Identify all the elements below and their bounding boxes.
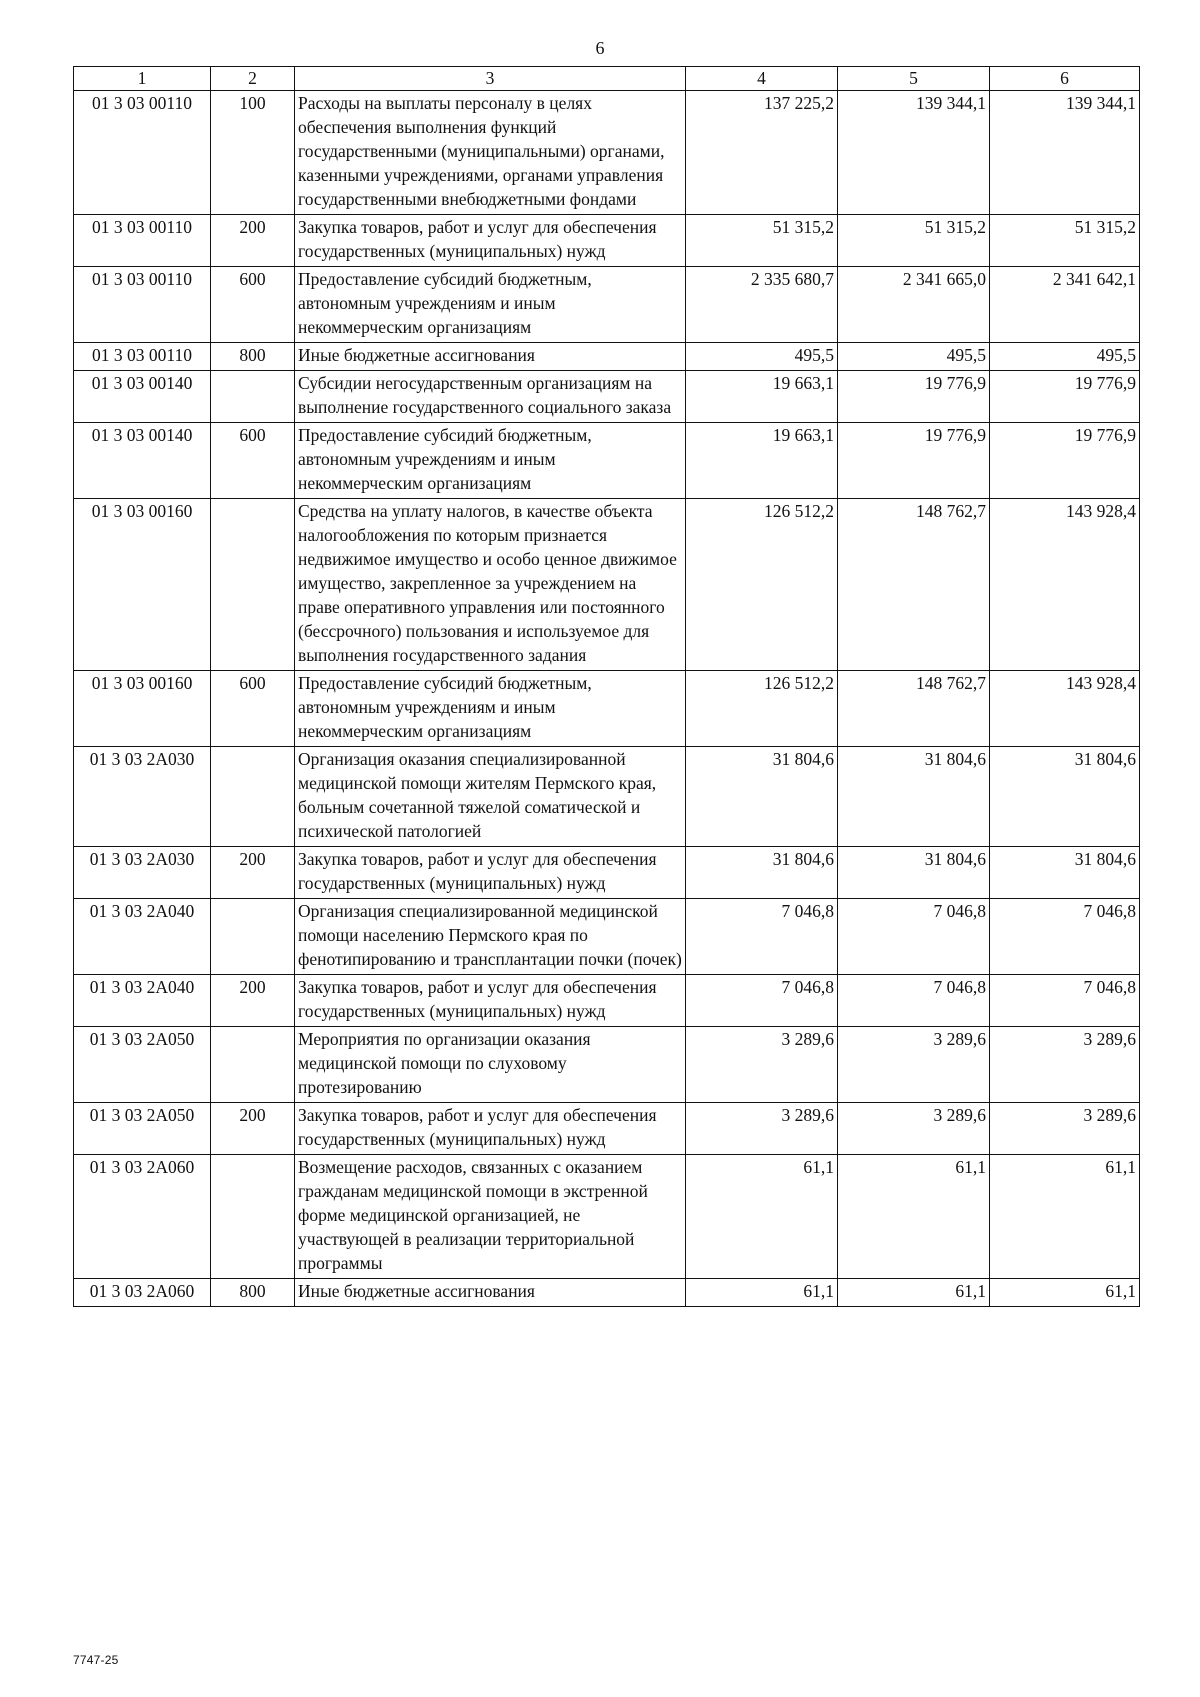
expense-type-cell: 600 [211, 267, 295, 343]
table-row [74, 747, 1140, 847]
amount-col-6-cell: 31 804,6 [990, 747, 1140, 847]
table-row [74, 1103, 1140, 1155]
expense-type-cell: 800 [211, 1279, 295, 1307]
amount-col-5-cell: 148 762,7 [838, 671, 990, 747]
description-cell: Возмещение расходов, связанных с оказанием гражданам медицинской помощи в экстренной форме медицинской организацией, не участвующей в реализации территориальной программы [295, 1155, 686, 1279]
amount-col-4-cell: 31 804,6 [686, 847, 838, 899]
description-cell: Субсидии негосударственным организациям на выполнение государственного социального заказа [295, 371, 686, 423]
amount-col-5-cell: 495,5 [838, 343, 990, 371]
target-code-cell: 01 3 03 00160 [74, 671, 211, 747]
table-row [74, 267, 1140, 343]
description-cell: Предоставление субсидий бюджетным, автономным учреждениям и иным некоммерческим организациям [295, 423, 686, 499]
table-row [74, 671, 1140, 747]
amount-col-5-cell: 61,1 [838, 1155, 990, 1279]
amount-col-5-cell: 19 776,9 [838, 423, 990, 499]
amount-col-6-cell: 143 928,4 [990, 499, 1140, 671]
amount-col-5-cell: 61,1 [838, 1279, 990, 1307]
target-code-cell: 01 3 03 2А040 [74, 975, 211, 1027]
amount-col-5-cell: 139 344,1 [838, 91, 990, 215]
expense-type-cell: 200 [211, 975, 295, 1027]
amount-col-4-cell: 19 663,1 [686, 423, 838, 499]
table-row [74, 1279, 1140, 1307]
column-header: 4 [686, 67, 838, 91]
expense-type-cell [211, 747, 295, 847]
amount-col-6-cell: 31 804,6 [990, 847, 1140, 899]
description-cell: Закупка товаров, работ и услуг для обеспечения государственных (муниципальных) нужд [295, 215, 686, 267]
expense-type-cell: 200 [211, 215, 295, 267]
table-row [74, 499, 1140, 671]
column-header: 2 [211, 67, 295, 91]
expense-type-cell: 800 [211, 343, 295, 371]
amount-col-6-cell: 139 344,1 [990, 91, 1140, 215]
amount-col-4-cell: 495,5 [686, 343, 838, 371]
table-body [74, 91, 1140, 1307]
table-row [74, 847, 1140, 899]
table-row [74, 91, 1140, 215]
table-row [74, 343, 1140, 371]
description-cell: Мероприятия по организации оказания медицинской помощи по слуховому протезированию [295, 1027, 686, 1103]
amount-col-5-cell: 148 762,7 [838, 499, 990, 671]
target-code-cell: 01 3 03 00110 [74, 267, 211, 343]
budget-table [73, 66, 1140, 1307]
amount-col-5-cell: 51 315,2 [838, 215, 990, 267]
page-number: 6 [595, 38, 605, 58]
target-code-cell: 01 3 03 00110 [74, 91, 211, 215]
amount-col-6-cell: 7 046,8 [990, 899, 1140, 975]
amount-col-6-cell: 143 928,4 [990, 671, 1140, 747]
amount-col-6-cell: 61,1 [990, 1155, 1140, 1279]
target-code-cell: 01 3 03 2А050 [74, 1103, 211, 1155]
amount-col-6-cell: 51 315,2 [990, 215, 1140, 267]
expense-type-cell [211, 899, 295, 975]
target-code-cell: 01 3 03 2А030 [74, 847, 211, 899]
expense-type-cell: 600 [211, 671, 295, 747]
amount-col-6-cell: 61,1 [990, 1279, 1140, 1307]
target-code-cell: 01 3 03 2А060 [74, 1279, 211, 1307]
amount-col-4-cell: 3 289,6 [686, 1103, 838, 1155]
amount-col-5-cell: 7 046,8 [838, 899, 990, 975]
amount-col-5-cell: 3 289,6 [838, 1103, 990, 1155]
expense-type-cell: 600 [211, 423, 295, 499]
amount-col-4-cell: 137 225,2 [686, 91, 838, 215]
target-code-cell: 01 3 03 2А040 [74, 899, 211, 975]
amount-col-4-cell: 19 663,1 [686, 371, 838, 423]
target-code-cell: 01 3 03 00110 [74, 343, 211, 371]
description-cell: Организация специализированной медицинской помощи населению Пермского края по фенотипированию и трансплантации почки (почек) [295, 899, 686, 975]
amount-col-6-cell: 19 776,9 [990, 371, 1140, 423]
table-row [74, 215, 1140, 267]
expense-type-cell: 200 [211, 847, 295, 899]
column-header: 5 [838, 67, 990, 91]
column-header: 6 [990, 67, 1140, 91]
description-cell: Закупка товаров, работ и услуг для обеспечения государственных (муниципальных) нужд [295, 1103, 686, 1155]
amount-col-5-cell: 19 776,9 [838, 371, 990, 423]
target-code-cell: 01 3 03 2А030 [74, 747, 211, 847]
expense-type-cell [211, 371, 295, 423]
amount-col-4-cell: 3 289,6 [686, 1027, 838, 1103]
amount-col-4-cell: 2 335 680,7 [686, 267, 838, 343]
amount-col-5-cell: 2 341 665,0 [838, 267, 990, 343]
amount-col-4-cell: 7 046,8 [686, 899, 838, 975]
target-code-cell: 01 3 03 00140 [74, 371, 211, 423]
target-code-cell: 01 3 03 2А060 [74, 1155, 211, 1279]
amount-col-6-cell: 2 341 642,1 [990, 267, 1140, 343]
table-row [74, 1027, 1140, 1103]
amount-col-4-cell: 61,1 [686, 1279, 838, 1307]
expense-type-cell [211, 1155, 295, 1279]
table-row [74, 899, 1140, 975]
description-cell: Предоставление субсидий бюджетным, автономным учреждениям и иным некоммерческим организациям [295, 671, 686, 747]
amount-col-6-cell: 7 046,8 [990, 975, 1140, 1027]
description-cell: Предоставление субсидий бюджетным, автономным учреждениям и иным некоммерческим организациям [295, 267, 686, 343]
description-cell: Расходы на выплаты персоналу в целях обеспечения выполнения функций государственными (муниципальными) органами, казенными учреждениями, органами управления государственными внебюджетными фондами [295, 91, 686, 215]
target-code-cell: 01 3 03 00140 [74, 423, 211, 499]
expense-type-cell [211, 1027, 295, 1103]
amount-col-6-cell: 3 289,6 [990, 1103, 1140, 1155]
description-cell: Средства на уплату налогов, в качестве объекта налогообложения по которым признается недвижимое имущество и особо ценное движимое имущество, закрепленное за учреждением на праве оперативного управления или постоянного (бессрочного) пользования и используемое для выполнения государственного задания [295, 499, 686, 671]
description-cell: Иные бюджетные ассигнования [295, 343, 686, 371]
amount-col-4-cell: 7 046,8 [686, 975, 838, 1027]
description-cell: Закупка товаров, работ и услуг для обеспечения государственных (муниципальных) нужд [295, 975, 686, 1027]
target-code-cell: 01 3 03 00160 [74, 499, 211, 671]
amount-col-4-cell: 31 804,6 [686, 747, 838, 847]
column-header: 3 [295, 67, 686, 91]
amount-col-6-cell: 495,5 [990, 343, 1140, 371]
amount-col-6-cell: 3 289,6 [990, 1027, 1140, 1103]
table-row [74, 1155, 1140, 1279]
description-cell: Иные бюджетные ассигнования [295, 1279, 686, 1307]
amount-col-4-cell: 126 512,2 [686, 499, 838, 671]
amount-col-5-cell: 7 046,8 [838, 975, 990, 1027]
amount-col-5-cell: 3 289,6 [838, 1027, 990, 1103]
description-cell: Организация оказания специализированной медицинской помощи жителям Пермского края, больным сочетанной тяжелой соматической и психической патологией [295, 747, 686, 847]
target-code-cell: 01 3 03 2А050 [74, 1027, 211, 1103]
amount-col-4-cell: 126 512,2 [686, 671, 838, 747]
amount-col-5-cell: 31 804,6 [838, 747, 990, 847]
amount-col-6-cell: 19 776,9 [990, 423, 1140, 499]
description-cell: Закупка товаров, работ и услуг для обеспечения государственных (муниципальных) нужд [295, 847, 686, 899]
amount-col-4-cell: 51 315,2 [686, 215, 838, 267]
expense-type-cell: 100 [211, 91, 295, 215]
document-code: 7747-25 [73, 1653, 119, 1667]
expense-type-cell [211, 499, 295, 671]
table-row [74, 371, 1140, 423]
table-row [74, 975, 1140, 1027]
expense-type-cell: 200 [211, 1103, 295, 1155]
table-header-row [74, 67, 1140, 91]
amount-col-4-cell: 61,1 [686, 1155, 838, 1279]
table-row [74, 423, 1140, 499]
column-header: 1 [74, 67, 211, 91]
amount-col-5-cell: 31 804,6 [838, 847, 990, 899]
target-code-cell: 01 3 03 00110 [74, 215, 211, 267]
